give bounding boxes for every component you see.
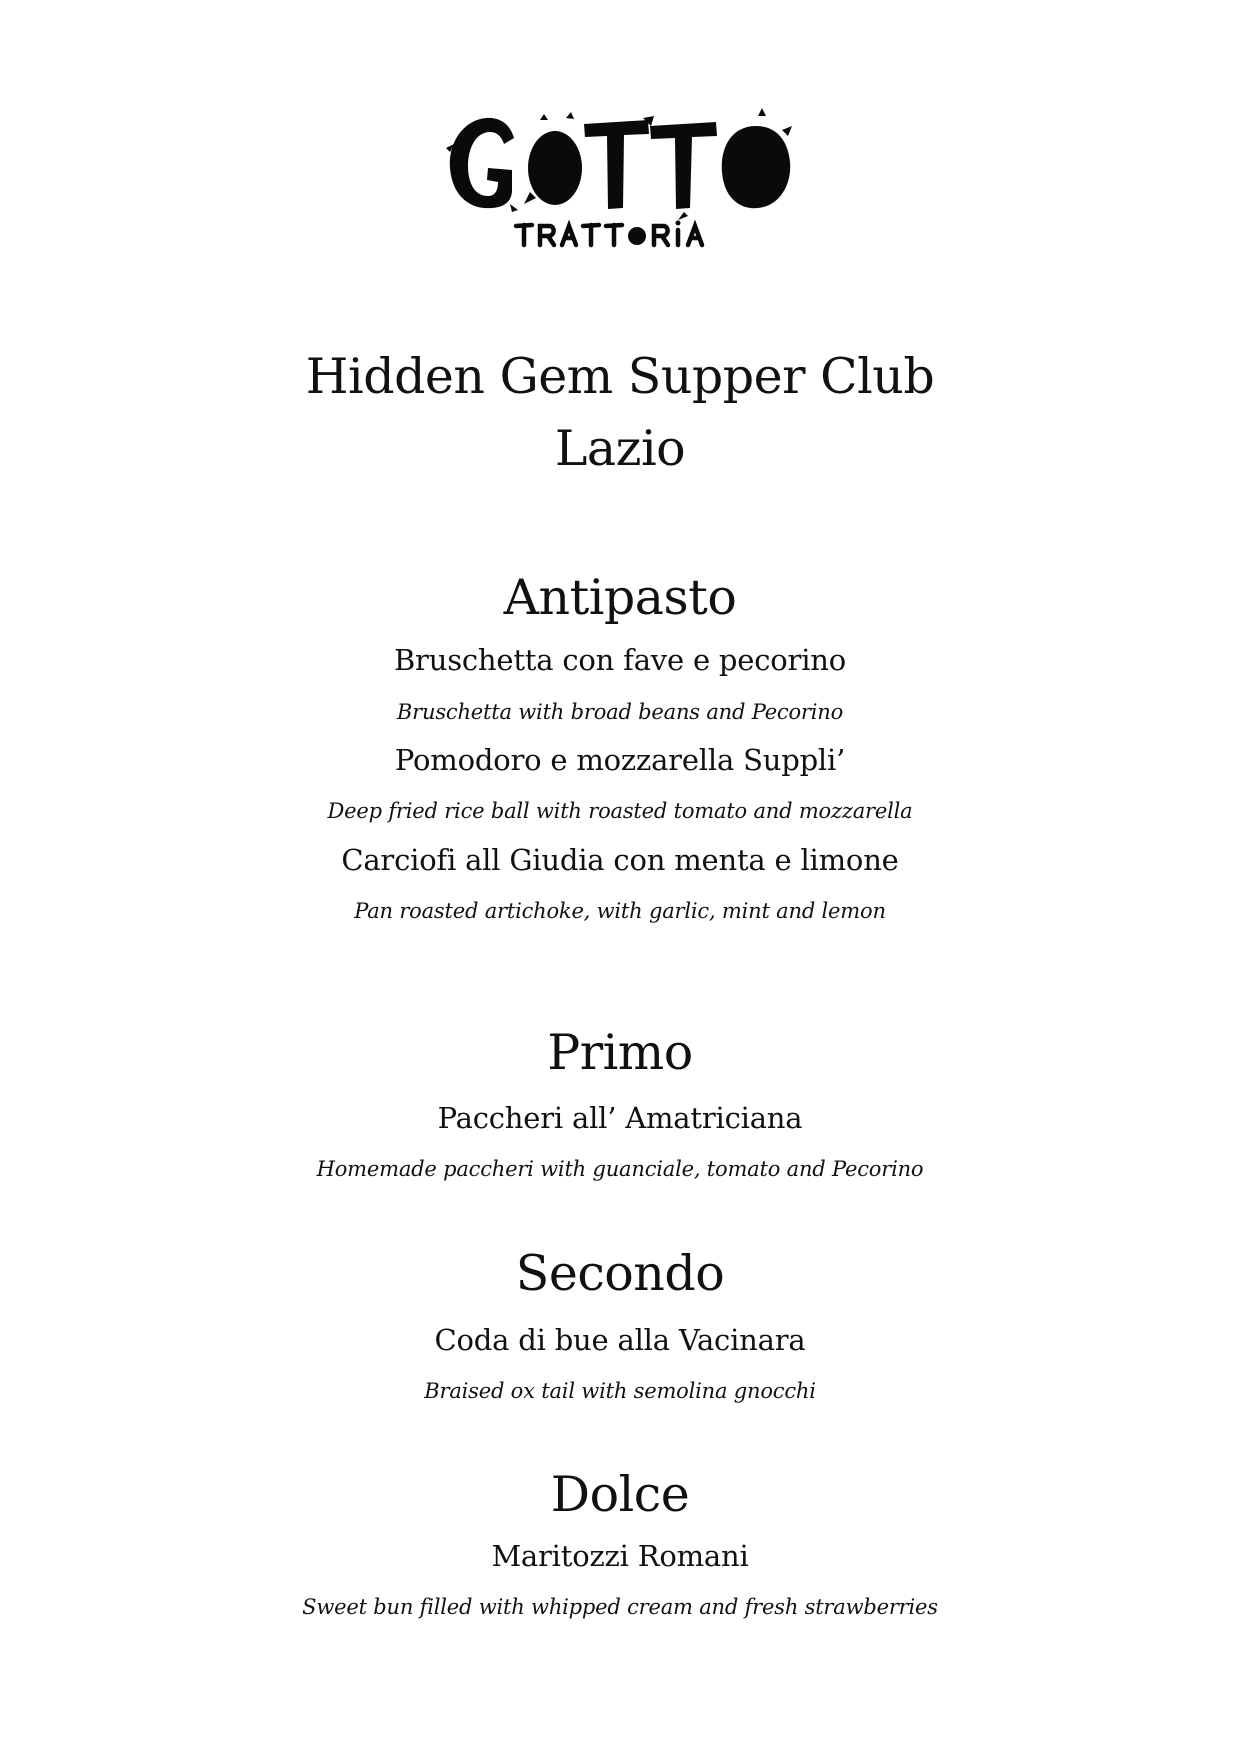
restaurant-logo — [0, 108, 1240, 258]
dish-name: Paccheri all’ Amatriciana — [437, 1101, 803, 1135]
dish-description: Braised ox tail with semolina gnocchi — [424, 1379, 816, 1403]
course-title-primo: Primo — [547, 1024, 693, 1081]
dish-name: Coda di bue alla Vacinara — [434, 1323, 806, 1357]
course-title-dolce: Dolce — [550, 1466, 690, 1523]
dish-name: Pomodoro e mozzarella Suppli’ — [394, 743, 846, 777]
dish-name: Carciofi all Giudia con menta e limone — [341, 843, 899, 877]
dish-description: Homemade paccheri with guanciale, tomato and Pecorino — [316, 1157, 924, 1181]
dish-description: Bruschetta with broad beans and Pecorino — [396, 700, 844, 724]
dish-description: Sweet bun filled with whipped cream and fresh strawberries — [302, 1595, 938, 1619]
course-title-antipasto: Antipasto — [503, 569, 737, 626]
dish-description: Pan roasted artichoke, with garlic, mint and lemon — [354, 899, 886, 923]
dish-name: Maritozzi Romani — [491, 1539, 749, 1573]
supper-club-title: Hidden Gem Supper Club — [305, 348, 935, 405]
dish-name: Bruschetta con fave e pecorino — [393, 643, 847, 677]
region-title: Lazio — [554, 420, 686, 477]
dish-description: Deep fried rice ball with roasted tomato and mozzarella — [327, 799, 913, 823]
gotto-trattoria-logo-icon — [440, 108, 800, 254]
course-title-secondo: Secondo — [515, 1245, 725, 1302]
